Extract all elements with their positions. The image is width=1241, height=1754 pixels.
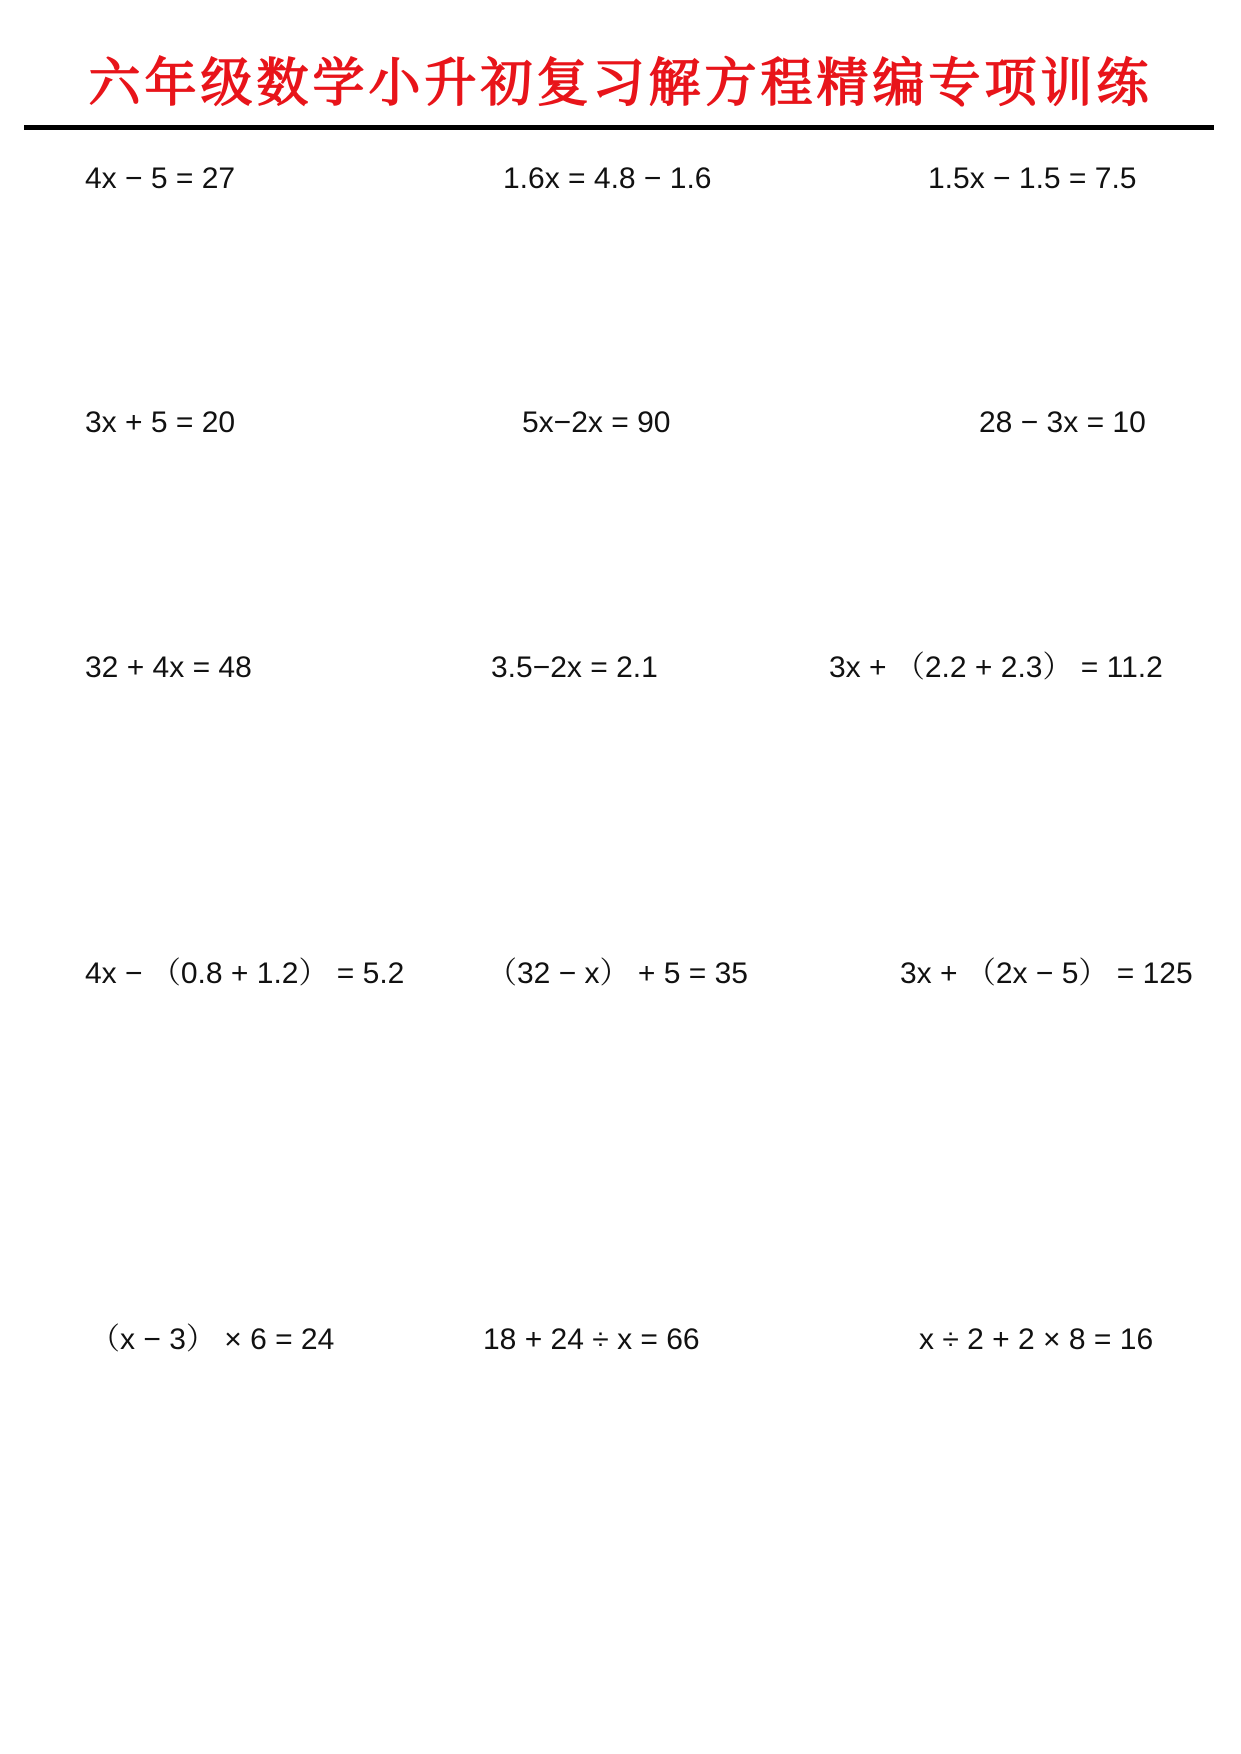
equation-item: （x − 3） × 6 = 24: [90, 1323, 335, 1356]
equation-item: 3.5−2x = 2.1: [491, 651, 658, 684]
equation-item: 4x − （0.8 + 1.2） = 5.2: [85, 957, 405, 990]
equation-item: 1.5x − 1.5 = 7.5: [928, 162, 1137, 195]
equation-item: 18 + 24 ÷ x = 66: [483, 1323, 700, 1356]
equation-item: 28 − 3x = 10: [979, 406, 1146, 439]
equation-item: 3x + （2x − 5） = 125: [900, 957, 1193, 990]
equation-item: 5x−2x = 90: [522, 406, 671, 439]
equation-item: （32 − x） + 5 = 35: [487, 957, 748, 990]
equation-item: 1.6x = 4.8 − 1.6: [503, 162, 712, 195]
equation-item: 3x + 5 = 20: [85, 406, 236, 439]
equation-item: x ÷ 2 + 2 × 8 = 16: [919, 1323, 1154, 1356]
equation-item: 32 + 4x = 48: [85, 651, 252, 684]
page-title: 六年级数学小升初复习解方程精编专项训练: [88, 54, 1153, 114]
title-underline: [24, 125, 1214, 130]
equation-item: 3x + （2.2 + 2.3） = 11.2: [829, 651, 1163, 684]
equation-item: 4x − 5 = 27: [85, 162, 236, 195]
